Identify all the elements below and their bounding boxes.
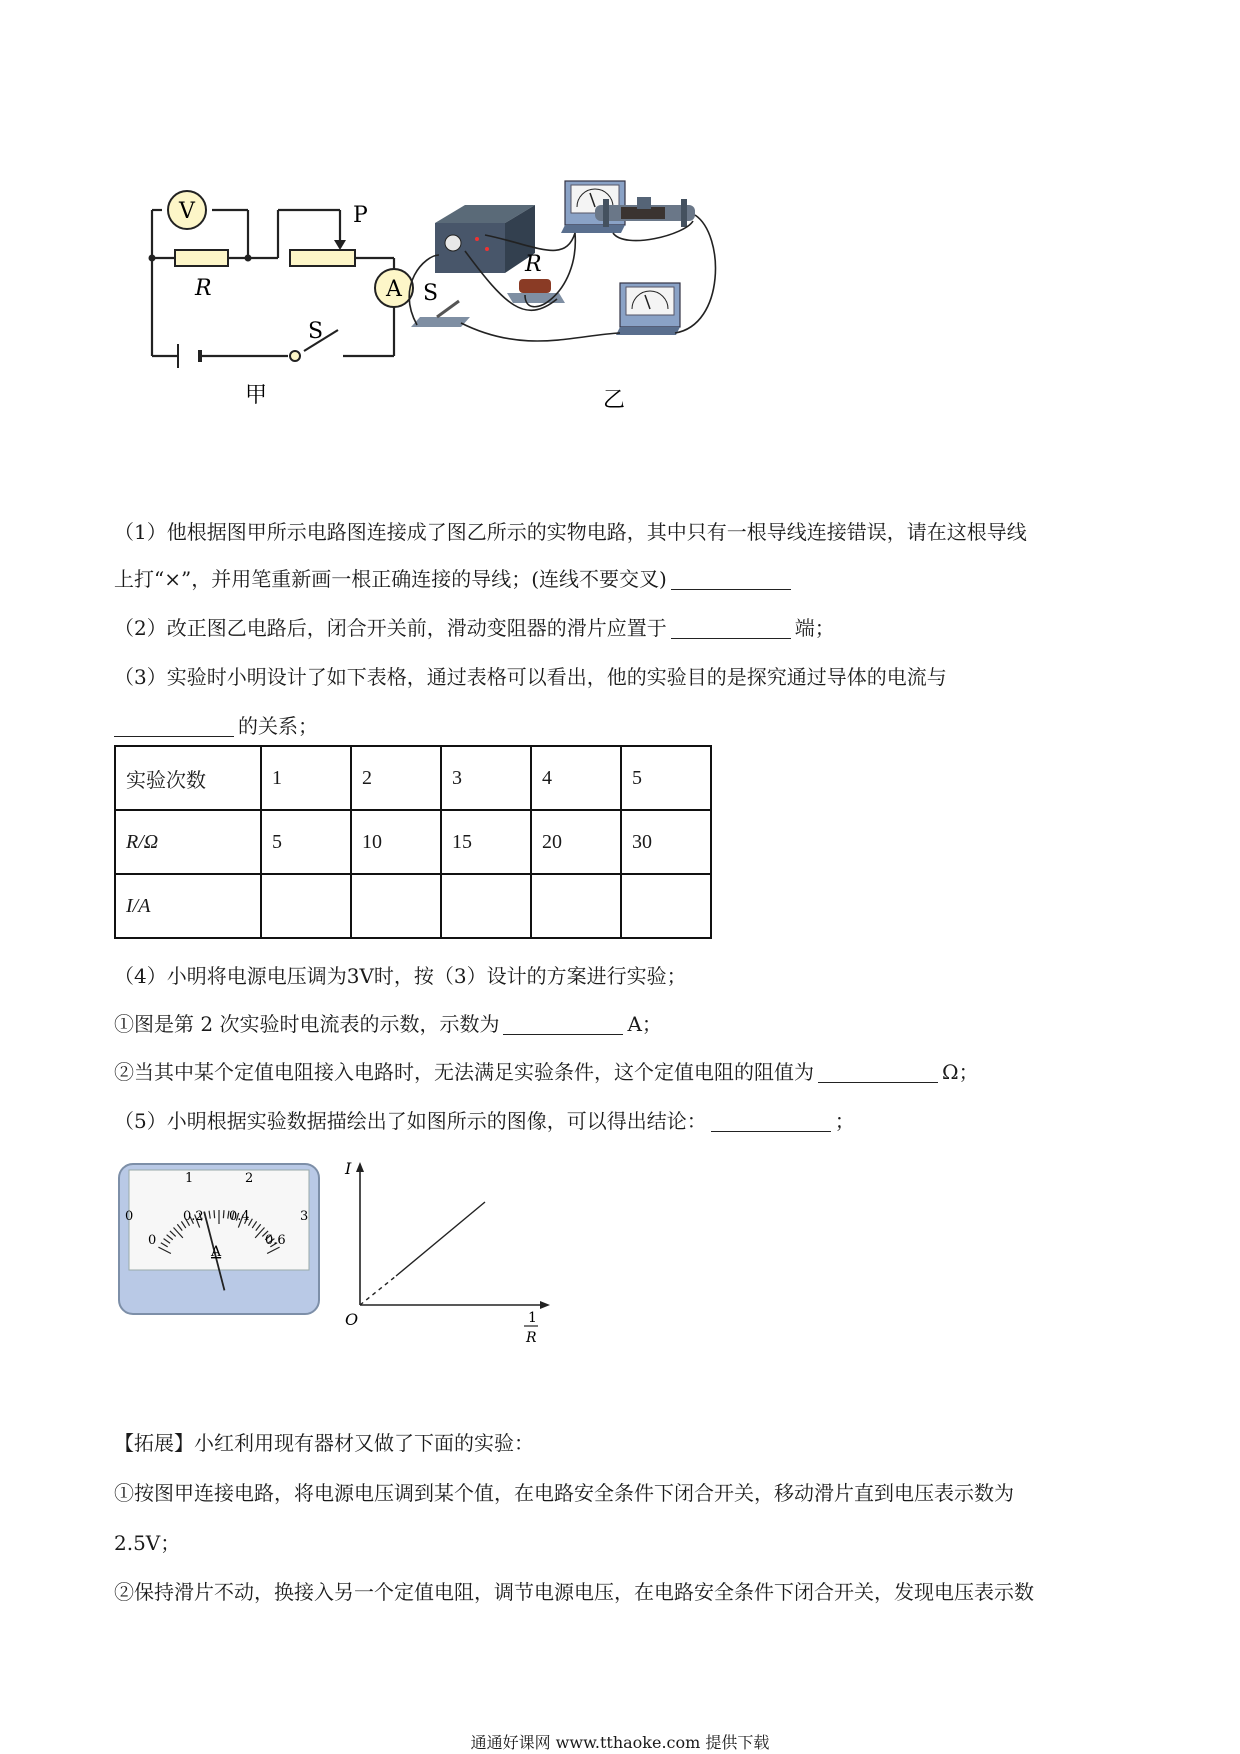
slider-label: P [353, 203, 368, 228]
graph-line [396, 1202, 485, 1276]
table-cell-input[interactable] [531, 874, 621, 938]
dial-unit: A [211, 1244, 222, 1260]
experiment-table [114, 745, 712, 939]
q2-line [114, 614, 835, 642]
extension-title: 【拓展】小红利用现有器材又做了下面的实验： [114, 1431, 534, 1455]
extension-step1-a: ①按图甲连接电路，将电源电压调到某个值，在电路安全条件下闭合开关，移动滑片直到电压表示数为 [114, 1481, 1014, 1505]
table-cell: 2 [351, 746, 441, 810]
dial-bottom-3: 0.6 [265, 1233, 286, 1248]
q3-line-b [114, 712, 318, 740]
q4-2-text: ②当其中某个定值电阻接入电路时，无法满足实验条件，这个定值电阻的阻值为 [114, 1060, 814, 1084]
table-cell: 1 [261, 746, 351, 810]
dial-top-0: 0 [125, 1209, 134, 1224]
resistor-label: R [195, 276, 212, 301]
table-row-resistance [115, 810, 711, 874]
q3-line-a: （3）实验时小明设计了如下表格，通过表格可以看出，他的实验目的是探究通过导体的电流与 [114, 665, 947, 689]
graph-y-label: I [345, 1159, 352, 1178]
graph-line-dashed [360, 1276, 396, 1305]
table-cell: 5 [621, 746, 711, 810]
circuit-diagram [140, 180, 430, 410]
table-header-current: I/A [115, 874, 261, 938]
ammeter-label: A [386, 277, 402, 302]
physical-switch-label: S [423, 281, 439, 306]
table-cell: 10 [351, 810, 441, 874]
dial-bottom-2: 0.4 [229, 1209, 250, 1224]
physical-resistor-label: R [525, 252, 542, 277]
power-supply [435, 205, 535, 273]
table-cell: 30 [621, 810, 711, 874]
dial-tick [223, 1210, 224, 1218]
current-graph [340, 1160, 560, 1350]
extension-step1-b: 2.5V； [114, 1531, 181, 1555]
answer-blank-q1[interactable] [671, 567, 791, 590]
q5-text: （5）小明根据实验数据描绘出了如图所示的图像，可以得出结论： [114, 1109, 707, 1133]
graph-x-num: 1 [528, 1310, 537, 1326]
table-row-trials [115, 746, 711, 810]
table-header-resistance: R/Ω [115, 810, 261, 874]
ammeter-device [616, 283, 680, 335]
table-cell-input[interactable] [351, 874, 441, 938]
table-cell-input[interactable] [621, 874, 711, 938]
q4-1-line [114, 1010, 662, 1038]
switch-label: S [308, 319, 324, 344]
table-cell: 15 [441, 810, 531, 874]
extension-step2: ②保持滑片不动，换接入另一个定值电阻，调节电源电压，在电路安全条件下闭合开关，发现电压表示数 [114, 1580, 1034, 1604]
q3-tail: 的关系； [238, 714, 318, 738]
q4-line: （4）小明将电源电压调为3V时，按（3）设计的方案进行实验； [114, 964, 687, 988]
answer-blank-q5[interactable] [711, 1109, 831, 1132]
dial-tick [214, 1210, 215, 1218]
q5-tail: ； [834, 1109, 855, 1133]
resistor-symbol [175, 250, 228, 266]
table-cell: 4 [531, 746, 621, 810]
physical-circuit [425, 175, 785, 415]
table-row-current [115, 874, 711, 938]
q2-tail: 端； [794, 616, 835, 640]
table-cell: 3 [441, 746, 531, 810]
voltmeter-label: V [179, 199, 195, 224]
physical-caption: 乙 [603, 388, 626, 413]
answer-blank-q4-1[interactable] [503, 1012, 623, 1035]
dial-bottom-1: 0.2 [183, 1209, 204, 1224]
rheostat-symbol [290, 250, 355, 266]
q4-2-tail: Ω； [942, 1060, 979, 1084]
answer-blank-q3[interactable] [114, 714, 234, 737]
graph-origin: O [345, 1310, 359, 1329]
table-cell: 5 [261, 810, 351, 874]
table-cell-input[interactable] [441, 874, 531, 938]
q1-line-b [114, 565, 795, 593]
ammeter-dial-figure [115, 1160, 325, 1320]
graph-x-den: R [526, 1330, 537, 1346]
q2-text: （2）改正图乙电路后，闭合开关前，滑动变阻器的滑片应置于 [114, 616, 667, 640]
dial-top-2: 2 [245, 1171, 254, 1186]
q4-1-text: ①图是第 2 次实验时电流表的示数，示数为 [114, 1012, 500, 1036]
dial-top-3: 3 [300, 1209, 309, 1224]
dial-top-1: 1 [185, 1171, 194, 1186]
q5-line [114, 1107, 855, 1135]
q4-1-tail: A； [627, 1012, 662, 1036]
q1-line-a: （1）他根据图甲所示电路图连接成了图乙所示的实物电路，其中只有一根导线连接错误，请在这根导线 [114, 520, 1027, 544]
q1-text: 上打“×”，并用笔重新画一根正确连接的导线；(连线不要交叉) [114, 567, 667, 591]
page-footer: 通通好课网 www.tthaoke.com 提供下载 [470, 1733, 770, 1752]
table-cell-input[interactable] [261, 874, 351, 938]
answer-blank-q4-2[interactable] [818, 1060, 938, 1083]
dial-bottom-0: 0 [148, 1233, 157, 1248]
table-header-trials: 实验次数 [115, 746, 261, 810]
circuit-caption: 甲 [245, 383, 268, 408]
answer-blank-q2[interactable] [671, 616, 791, 639]
table-cell: 20 [531, 810, 621, 874]
q4-2-line [114, 1058, 979, 1086]
